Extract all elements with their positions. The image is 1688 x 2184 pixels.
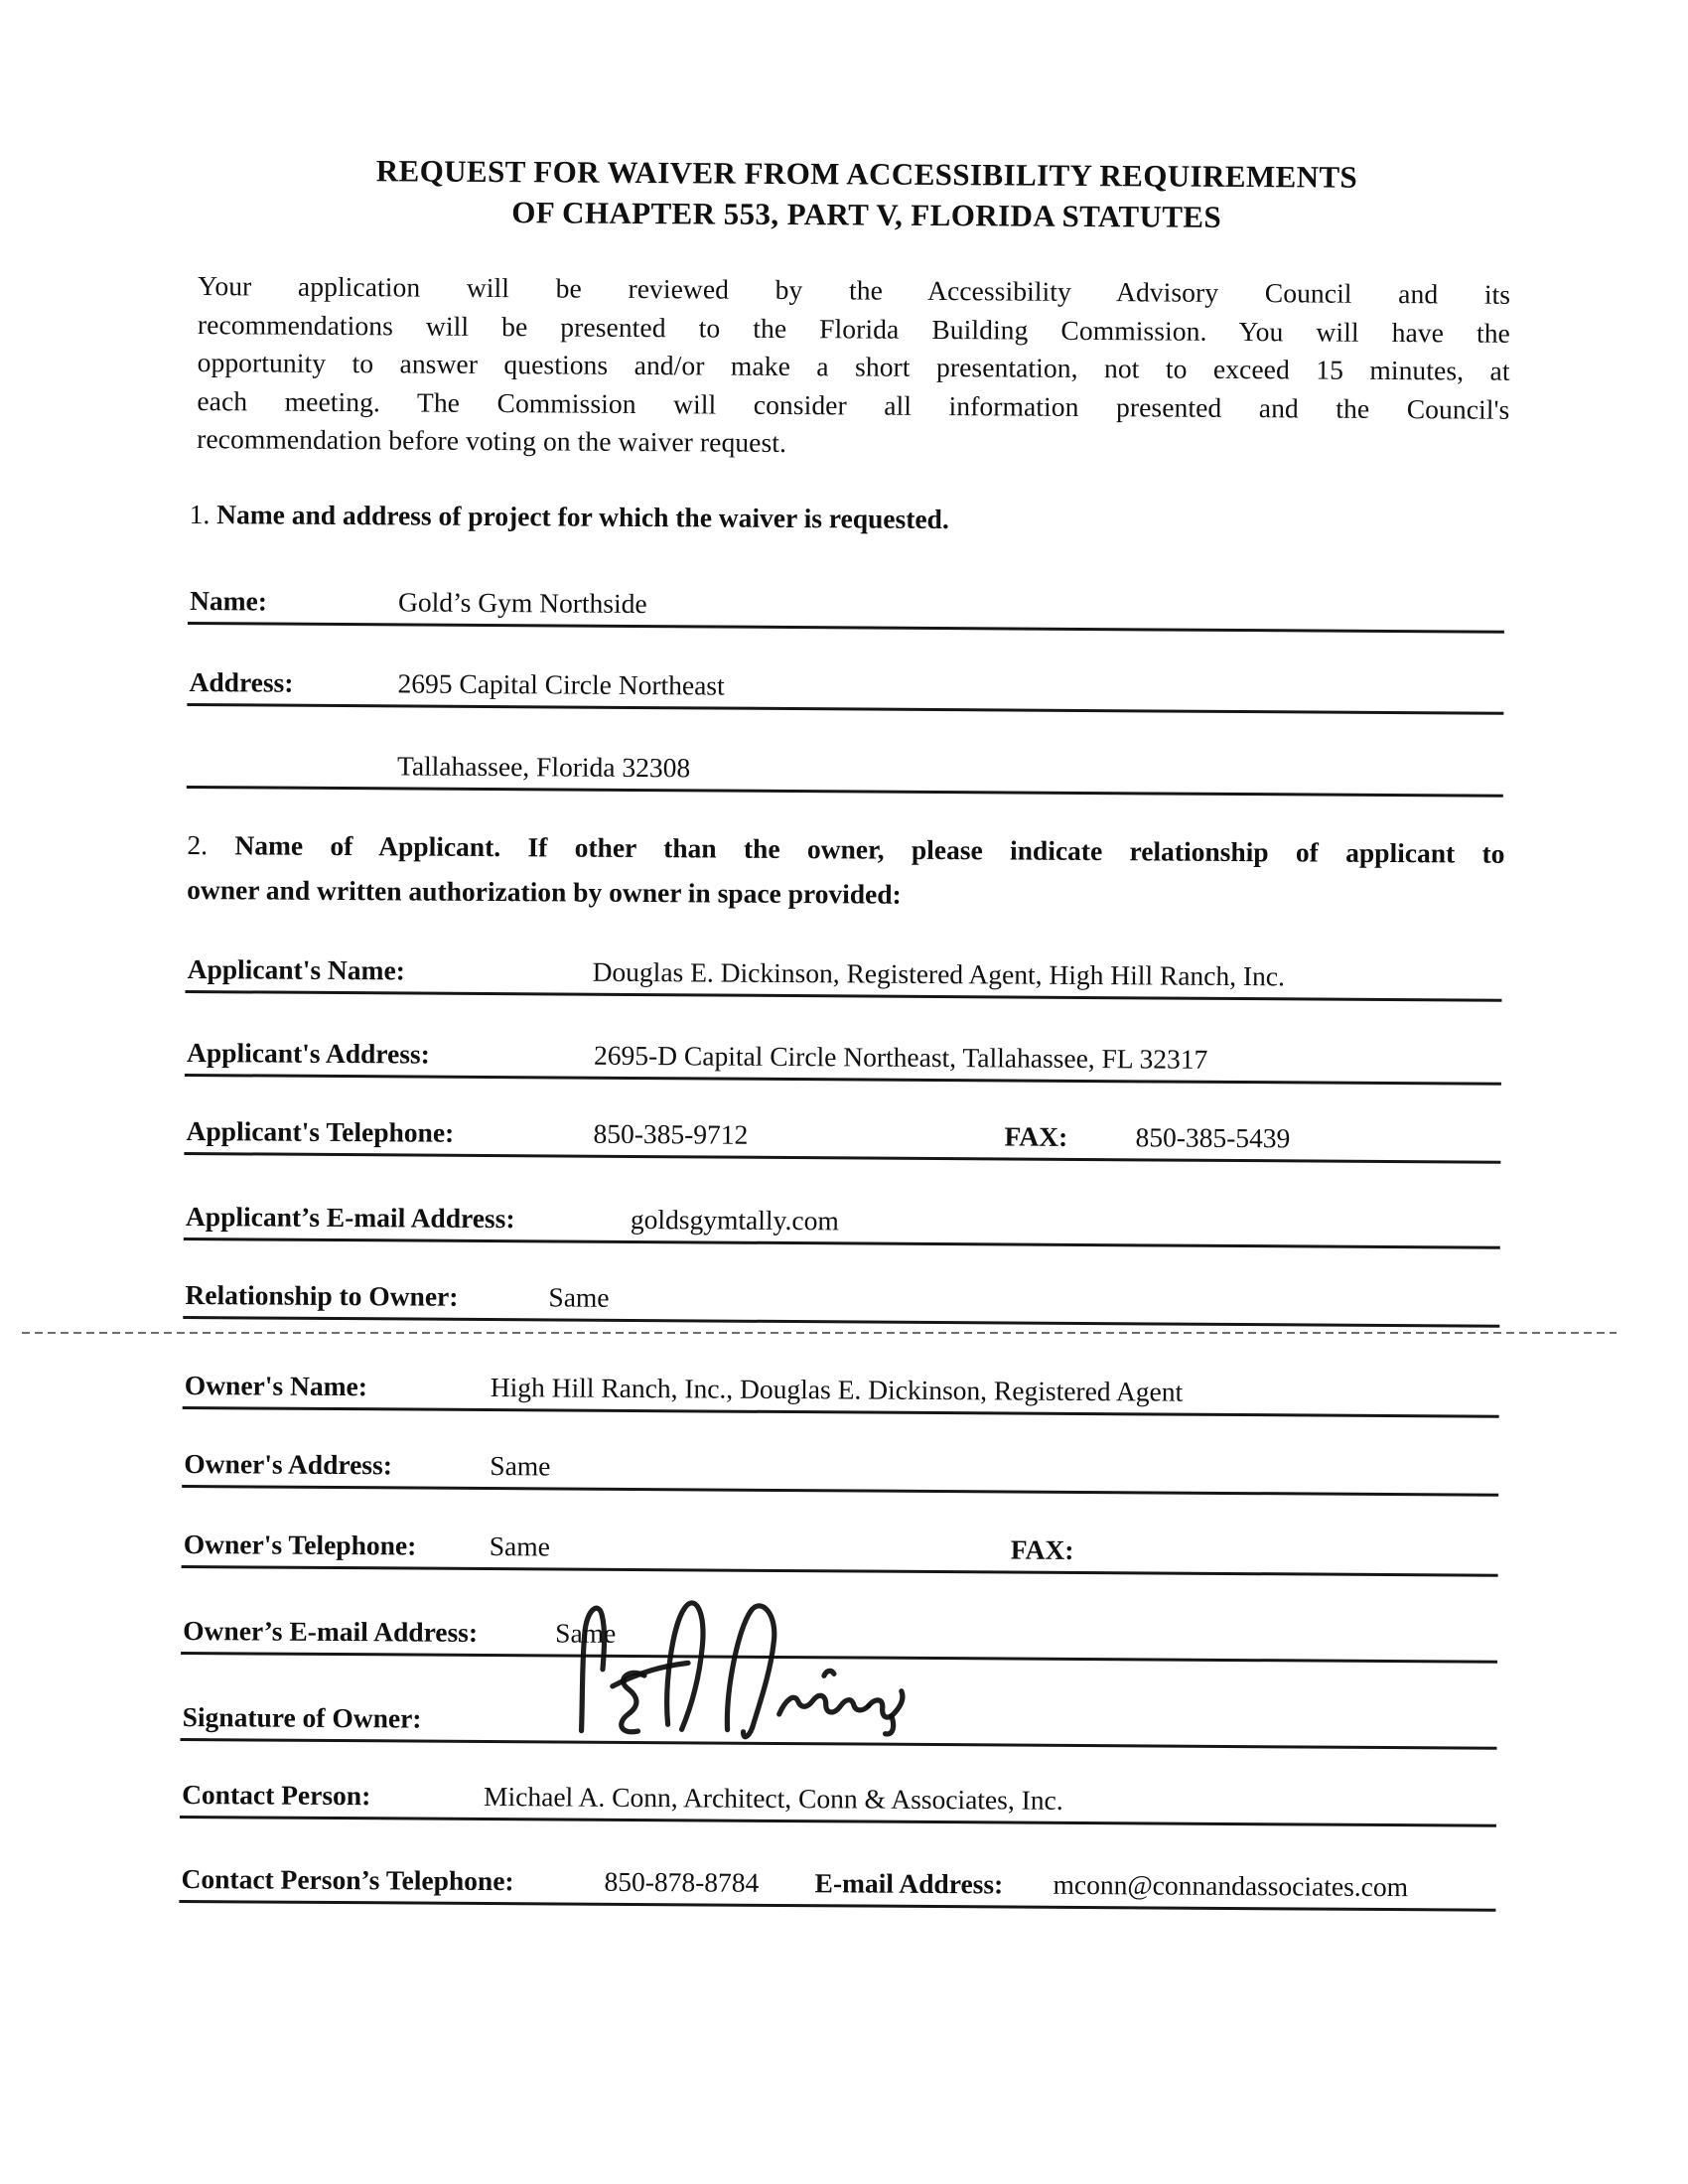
fax-value: 850-385-5439 — [1135, 1121, 1291, 1154]
field-value: Gold’s Gym Northside — [397, 586, 647, 620]
field-label: Name: — [189, 585, 268, 617]
intro-paragraph — [197, 267, 1510, 468]
section-2-heading — [187, 822, 1505, 921]
field-value: High Hill Ranch, Inc., Douglas E. Dickinson, Registered Agent — [490, 1372, 1184, 1407]
field-row-applicant-address — [185, 1022, 1501, 1086]
title-line-1: REQUEST FOR WAIVER FROM ACCESSIBILITY REQUIREMENTS — [375, 153, 1358, 195]
fax-label: FAX: — [1010, 1533, 1074, 1565]
field-label: Applicant's Address: — [186, 1036, 430, 1070]
field-label: Owner's Address: — [184, 1447, 393, 1481]
field-row-owner-address — [182, 1433, 1498, 1497]
field-label: Applicant's Name: — [187, 952, 405, 986]
field-value: goldsgymtally.com — [630, 1203, 839, 1237]
field-label: Owner’s E-mail Address: — [183, 1614, 479, 1648]
field-label: Contact Person: — [182, 1778, 371, 1812]
fax-label: FAX: — [1004, 1120, 1068, 1152]
field-value: 2695 Capital Circle Northeast — [397, 667, 725, 701]
field-label: Relationship to Owner: — [185, 1278, 459, 1312]
section-1-number: 1. — [189, 499, 211, 530]
field-label: Owner's Name: — [184, 1369, 368, 1402]
section-2-line-2: owner and written authorization by owner in space provided: — [187, 873, 902, 910]
intro-line: each meeting. The Commission will consider all information presented and the Council's — [197, 384, 1510, 425]
section-1-text: Name and address of project for which the waiver is requested. — [216, 499, 949, 535]
field-row-owner-name — [183, 1355, 1499, 1418]
document-title — [182, 149, 1553, 239]
field-label: Applicant's Telephone: — [186, 1114, 455, 1148]
field-row-owner-telephone — [182, 1514, 1498, 1577]
dotted-separator-line — [22, 1332, 1617, 1334]
field-label: Signature of Owner: — [182, 1700, 422, 1734]
field-row-project-name — [188, 570, 1504, 634]
section-1-heading — [190, 499, 1510, 539]
field-value: Douglas E. Dickinson, Registered Agent, High Hill Ranch, Inc. — [592, 955, 1286, 992]
field-label: Owner's Telephone: — [183, 1528, 417, 1561]
field-row-applicant-name — [185, 939, 1501, 1002]
field-value: Same — [548, 1281, 610, 1313]
field-value: 2695-D Capital Circle Northeast, Tallahassee, FL 32317 — [593, 1039, 1208, 1075]
email-value: mconn@connandassociates.com — [1053, 1868, 1409, 1903]
owner-signature — [548, 1579, 936, 1766]
field-label: Contact Person’s Telephone: — [181, 1862, 514, 1897]
intro-line: recommendations will be presented to the Florida Building Commission. You will have the — [197, 308, 1511, 349]
intro-line: opportunity to answer questions and/or make a short presentation, not to exceed 15 minutes, at — [197, 347, 1510, 387]
field-row-applicant-telephone — [184, 1100, 1500, 1164]
field-value: Same — [490, 1450, 551, 1482]
email-label: E-mail Address: — [814, 1867, 1004, 1900]
field-row-project-city — [187, 734, 1503, 798]
field-row-relationship — [183, 1264, 1499, 1328]
intro-line: recommendation before voting on the waiver request. — [197, 423, 787, 459]
field-row-project-address — [187, 652, 1503, 715]
field-row-contact-person — [180, 1764, 1496, 1827]
field-label: Applicant’s E-mail Address: — [185, 1200, 515, 1235]
title-line-2: OF CHAPTER 553, PART V, FLORIDA STATUTES — [511, 195, 1222, 234]
field-value: Michael A. Conn, Architect, Conn & Associates, Inc. — [484, 1780, 1063, 1816]
section-2-number: 2. — [187, 828, 209, 861]
field-label: Address: — [189, 666, 294, 698]
field-row-applicant-email — [184, 1186, 1500, 1249]
field-value: Same — [489, 1530, 551, 1562]
intro-line: Your application will be reviewed by the Accessibility Advisory Council and its — [198, 270, 1511, 310]
field-value: Tallahassee, Florida 32308 — [396, 750, 691, 784]
field-value: Same — [555, 1617, 617, 1649]
field-value: 850-878-8784 — [604, 1865, 760, 1898]
section-2-line-1: 2. Name of Applicant. If other than the owner, please indicate relationship of applicant to — [187, 828, 1505, 869]
field-row-contact-telephone — [179, 1848, 1495, 1912]
field-value: 850-385-9712 — [593, 1117, 749, 1150]
